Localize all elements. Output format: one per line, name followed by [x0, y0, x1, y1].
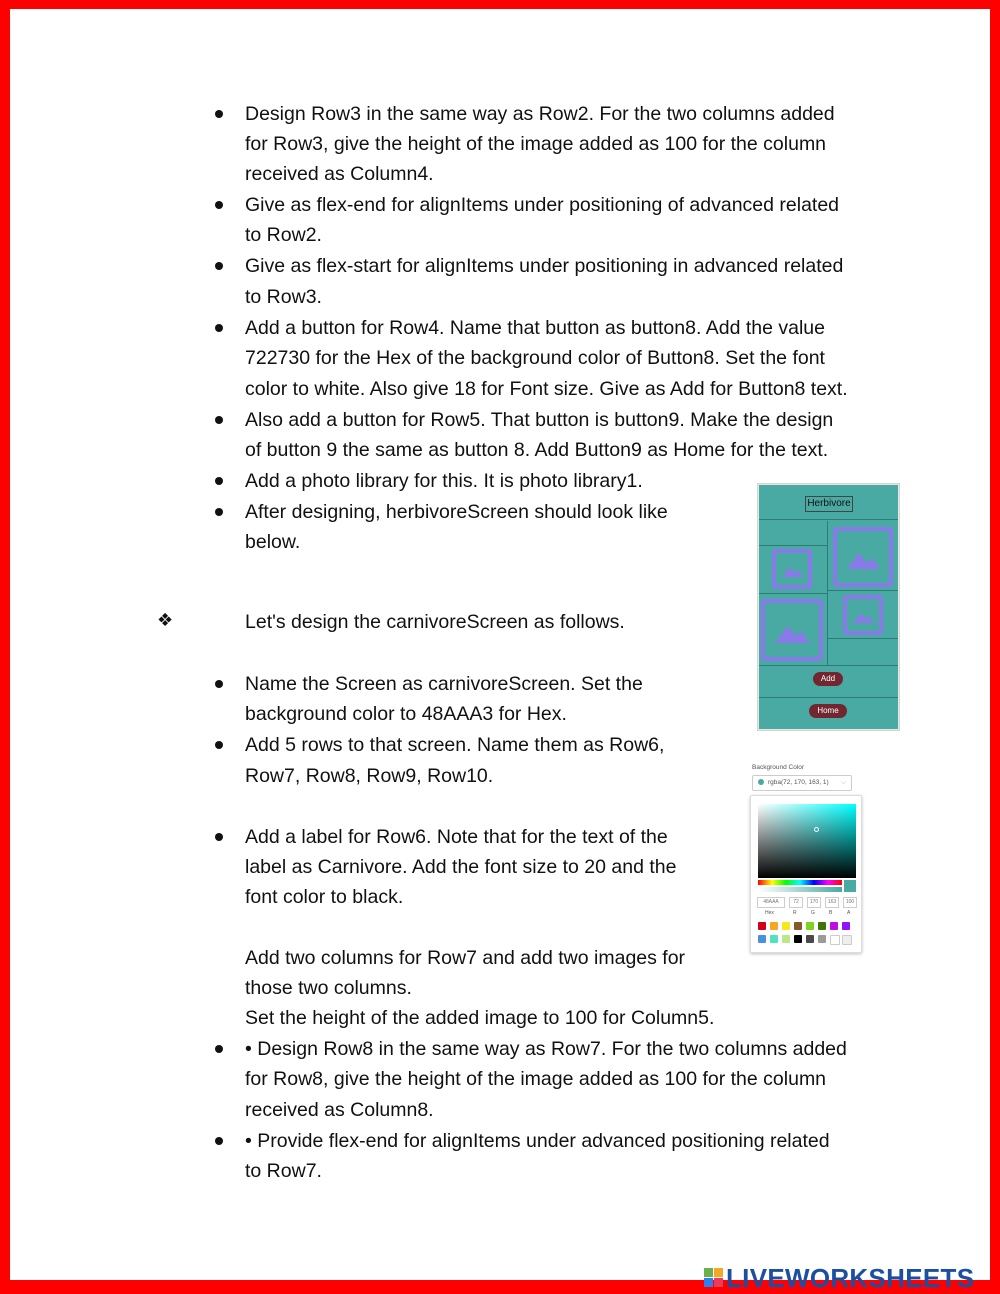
text-line: received as Column8.	[245, 1099, 434, 1121]
hex-field[interactable]: 48AAA	[757, 897, 785, 908]
color-select[interactable]	[752, 775, 852, 791]
image-placeholder-icon	[833, 527, 893, 587]
text-line: Let's design the carnivoreScreen as follows.	[245, 611, 625, 633]
text-line: font color to black.	[245, 886, 404, 908]
text-line: below.	[245, 531, 301, 553]
color-swatch[interactable]	[770, 935, 778, 943]
text-line: • Design Row8 in the same way as Row7. For the two columns added	[245, 1038, 847, 1060]
text-line: Add a button for Row4. Name that button as button8. Add the value	[245, 317, 825, 339]
a-label: A	[847, 910, 851, 916]
alpha-slider[interactable]	[758, 887, 842, 892]
logo-text: LIVEWORKSHEETS	[726, 1263, 975, 1293]
bullet-dot	[215, 741, 223, 749]
color-swatch[interactable]	[830, 922, 838, 930]
hex-label: Hex	[765, 910, 774, 916]
section-diamond-bullet: ❖	[157, 610, 174, 630]
bullet-dot	[215, 416, 223, 424]
color-swatch[interactable]	[758, 935, 766, 943]
text-line: label as Carnivore. Add the font size to 20 and the	[245, 856, 677, 878]
color-swatch[interactable]	[806, 935, 814, 943]
color-swatch[interactable]	[842, 935, 852, 945]
color-fields	[757, 897, 857, 907]
logo-cube-icon	[704, 1268, 724, 1288]
text-line: Add a photo library for this. It is photo library1.	[245, 470, 643, 492]
g-field[interactable]: 170	[807, 897, 821, 908]
herbivore-label: Herbivore	[805, 496, 853, 512]
b-field[interactable]: 163	[825, 897, 839, 908]
color-swatch[interactable]	[782, 935, 790, 943]
bullet-dot	[215, 833, 223, 841]
bullet-dot	[215, 1045, 223, 1053]
color-select-value: rgba(72, 170, 163, 1)	[768, 779, 829, 786]
text-line: to Row2.	[245, 224, 322, 246]
text-line: After designing, herbivoreScreen should look like	[245, 501, 668, 523]
text-line: those two columns.	[245, 977, 412, 999]
text-line: Design Row3 in the same way as Row2. For the two columns added	[245, 103, 835, 125]
color-swatch[interactable]	[842, 922, 850, 930]
hue-slider[interactable]	[758, 880, 842, 885]
text-line: Row7, Row8, Row9, Row10.	[245, 765, 494, 787]
r-field[interactable]: 72	[789, 897, 803, 908]
bullet-dot	[215, 324, 223, 332]
text-line: Give as flex-end for alignItems under positioning of advanced related	[245, 194, 840, 216]
bullet-dot	[215, 508, 223, 516]
herbivore-screen-preview	[758, 484, 899, 730]
image-placeholder-icon	[843, 595, 883, 635]
color-dot-icon	[758, 779, 764, 785]
color-swatch[interactable]	[818, 935, 826, 943]
b-label: B	[829, 910, 833, 916]
text-line: Give as flex-start for alignItems under positioning in advanced related	[245, 255, 844, 277]
text-line: of button 9 the same as button 8. Add Button9 as Home for the text.	[245, 439, 829, 461]
text-line: Add 5 rows to that screen. Name them as Row6,	[245, 734, 665, 756]
add-button[interactable]: Add	[813, 672, 843, 686]
saturation-area[interactable]	[758, 804, 856, 878]
text-line: background color to 48AAA3 for Hex.	[245, 703, 567, 725]
color-swatch[interactable]	[758, 922, 766, 930]
text-line: Name the Screen as carnivoreScreen. Set the	[245, 673, 643, 695]
text-line: color to white. Also give 18 for Font size. Give as Add for Button8 text.	[245, 378, 848, 400]
color-picker-panel	[750, 795, 862, 953]
bullet-dot	[215, 110, 223, 118]
background-color-picker	[748, 761, 862, 953]
bullet-dot	[215, 201, 223, 209]
color-swatch[interactable]	[806, 922, 814, 930]
color-swatch[interactable]	[818, 922, 826, 930]
bullet-dot	[215, 477, 223, 485]
text-line: to Row7.	[245, 1160, 322, 1182]
a-field[interactable]: 100	[843, 897, 857, 908]
image-placeholder-icon	[761, 599, 823, 661]
text-line: Add two columns for Row7 and add two images for	[245, 947, 686, 969]
g-label: G	[811, 910, 815, 916]
home-button[interactable]: Home	[809, 704, 847, 718]
bullet-dot	[215, 262, 223, 270]
bullet-dot	[215, 680, 223, 688]
text-line: • Provide flex-end for alignItems under advanced positioning related	[245, 1130, 830, 1152]
background-color-label: Background Color	[752, 764, 805, 771]
text-line: for Row3, give the height of the image added as 100 for the column	[245, 133, 827, 155]
text-line: to Row3.	[245, 286, 322, 308]
text-line: Add a label for Row6. Note that for the text of the	[245, 826, 668, 848]
color-swatch[interactable]	[782, 922, 790, 930]
color-swatch[interactable]	[830, 935, 840, 945]
color-swatch[interactable]	[770, 922, 778, 930]
text-line: 722730 for the Hex of the background color of Button8. Set the font	[245, 347, 825, 369]
color-swatch[interactable]	[794, 935, 802, 943]
r-label: R	[793, 910, 797, 916]
color-swatch[interactable]	[794, 922, 802, 930]
color-field-labels	[757, 910, 857, 918]
text-line: Set the height of the added image to 100 for Column5.	[245, 1007, 715, 1029]
bullet-dot	[215, 1137, 223, 1145]
image-placeholder-icon	[772, 549, 812, 589]
text-line: Also add a button for Row5. That button is button9. Make the design	[245, 409, 834, 431]
chevron-down-icon: ⌵	[841, 779, 846, 786]
text-line: for Row8, give the height of the image added as 100 for the column	[245, 1068, 827, 1090]
color-preview	[844, 880, 856, 892]
text-line: received as Column4.	[245, 163, 434, 185]
